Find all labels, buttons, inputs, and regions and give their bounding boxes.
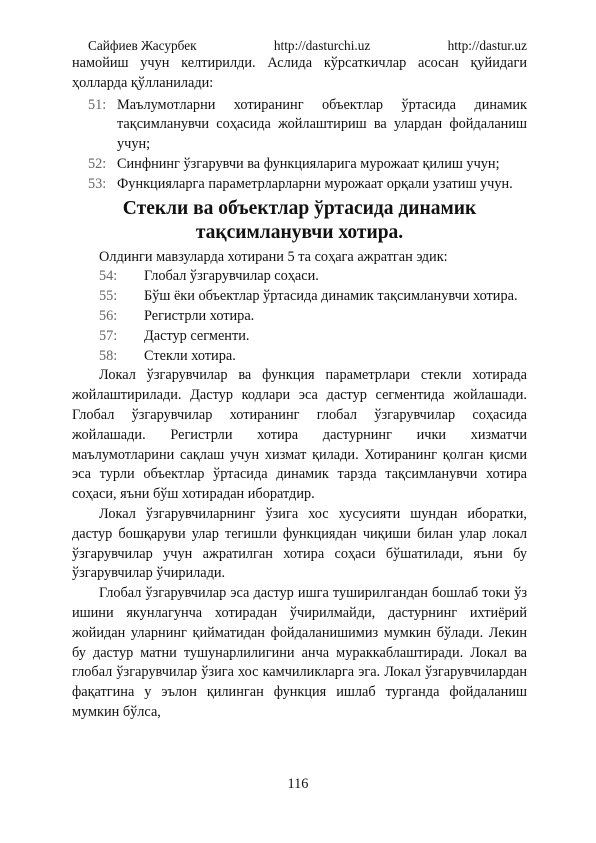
body-paragraph: Локал ўзгарувчиларнинг ўзига хос хусусияти шундан иборатки, дастур бошқаруви улар тегишли функциядан чиқиши билан улар локал ўзгарувчилар учун ажратилган хотира соҳаси бўшатилади, яъни бу ўзгарувчилар ўчирилади. <box>72 505 527 582</box>
item-number: 57: <box>99 327 118 344</box>
list-item <box>72 96 527 155</box>
intro-text: намойиш учун келтирилди. Аслида кўрсаткичлар асосан қуйидаги ҳолларда қўлланилади: <box>72 55 527 91</box>
item-text: Дастур сегменти. <box>144 327 250 344</box>
item-number: 54: <box>99 268 118 285</box>
item-text: Стекли хотира. <box>144 347 236 364</box>
author-name: Сайфиев Жасурбек <box>88 38 197 53</box>
header-link-dasturchi[interactable]: http://dasturchi.uz <box>273 38 371 53</box>
item-number: 51: <box>88 96 107 113</box>
list-item <box>72 287 527 307</box>
list-item <box>72 155 527 175</box>
page-header <box>72 38 527 54</box>
document-page <box>72 38 527 723</box>
memory-intro: Олдинги мавзуларда хотирани 5 та соҳага ажратган эдик: <box>99 248 448 265</box>
page-number: 116 <box>287 776 309 792</box>
item-text: Синфнинг ўзгарувчи ва функцияларига мурожаат қилиш учун; <box>117 155 500 172</box>
item-number: 53: <box>88 175 107 192</box>
item-text: Функцияларга параметрларларни мурожаат орқали узатиш учун. <box>117 175 513 192</box>
header-link-dastur[interactable]: http://dastur.uz <box>447 38 527 53</box>
item-number: 55: <box>99 288 118 305</box>
uses-list <box>72 96 527 195</box>
list-item <box>72 175 527 195</box>
section-heading: Стекли ва объектлар ўртасида динамик тақсимланувчи хотира. <box>122 197 477 243</box>
memory-areas-list <box>72 267 527 366</box>
item-number: 58: <box>99 347 118 364</box>
item-text: Бўш ёки объектлар ўртасида динамик тақсимланувчи хотира. <box>144 288 518 305</box>
item-text: Регистрли хотира. <box>144 307 255 324</box>
item-text: Маълумотларни хотиранинг объектлар ўртасида динамик тақсимланувчи соҳасида жойлаштириш ва улардан фойдаланиш учун; <box>117 96 527 153</box>
list-item <box>72 267 527 287</box>
list-item <box>72 327 527 347</box>
list-item <box>72 347 527 367</box>
item-number: 56: <box>99 307 118 324</box>
list-item <box>72 307 527 327</box>
item-text: Глобал ўзгарувчилар соҳаси. <box>144 268 319 285</box>
body-paragraph: Глобал ўзгарувчилар эса дастур ишга туширилгандан бошлаб токи ўз ишини якунлагунча хотирадан ўчирилмайди, дастурнинг ихтиёрий жойидан уларнинг қийматидан фойдаланишимиз мумкин бўлади. Лекин бу дастур матни тушунарлилигини анча мураккаблаштиради. Локал ва глобал ўзгарувчилар ўзига хос камчиликларга эга. Локал ўзгарувчилардан фақатгина у эълон қилинган функция ишлаб турганда фойдаланиш мумкин бўлса, <box>72 585 527 720</box>
body-paragraph: Локал ўзгарувчилар ва функция параметрлари стекли хотирада жойлаштирилади. Дастур кодлари эса дастур сегментида жойлашади. Глобал ўзгарувчилар хотиранинг глобал ўзгарувчилар соҳасида жойлашади. Регистрли хотира дастурнинг ички хизматчи маълумотларини сақлаш учун хизмат қилади. Хотиранинг қолган қисми эса турли объектлар ўртасида динамик тарзда тақсимланувчи хотира соҳаси, яъни бўш хотирадан иборатдир. <box>72 367 527 503</box>
item-number: 52: <box>88 155 107 172</box>
